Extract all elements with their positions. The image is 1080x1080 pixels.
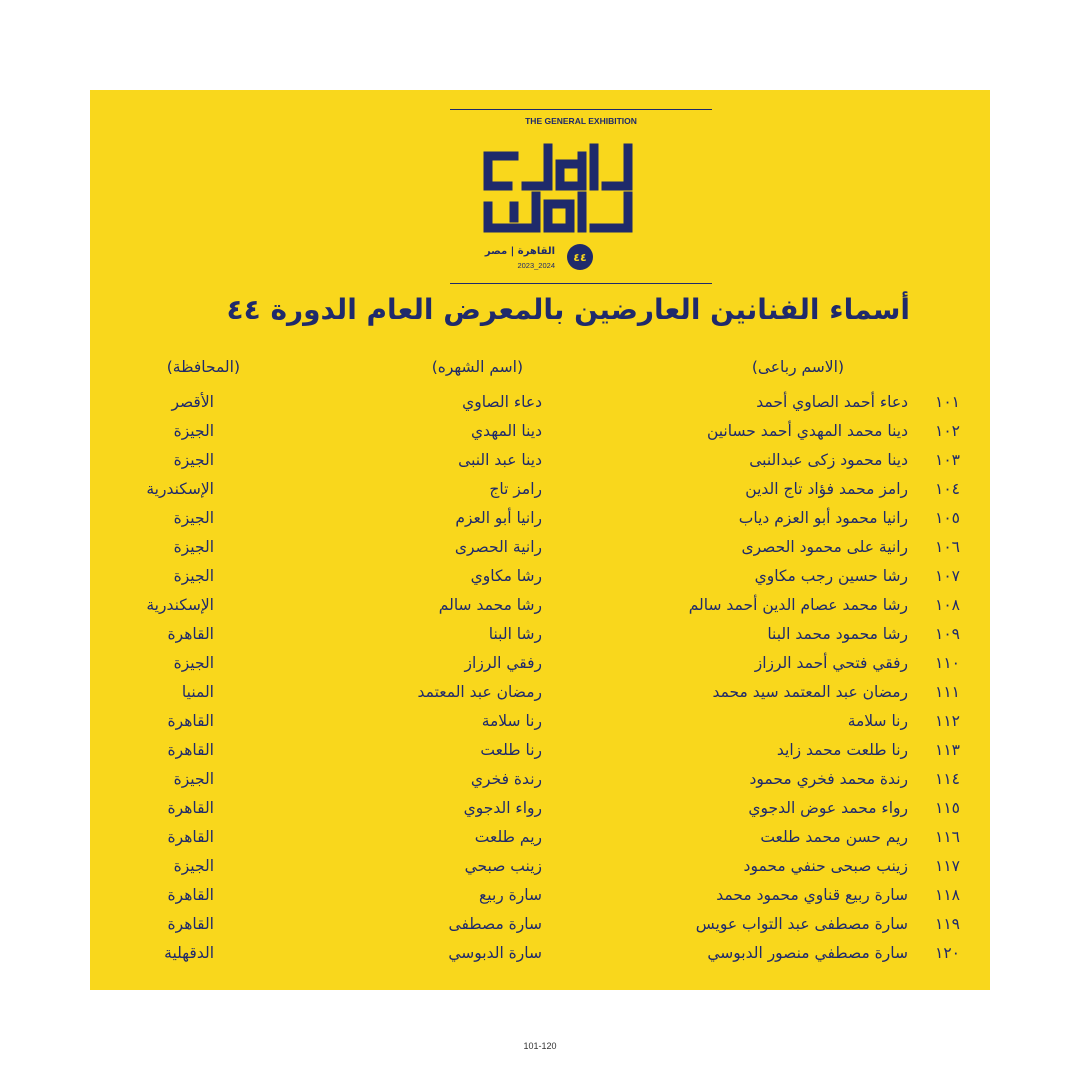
- artist-full-name: سارة مصطفى عبد التواب عويس: [695, 915, 908, 933]
- row-number: ١١٣: [935, 741, 960, 759]
- artist-governorate: المنيا: [181, 683, 214, 701]
- row-number: ١٠٦: [935, 538, 960, 556]
- artist-full-name: رندة محمد فخري محمود: [749, 770, 908, 788]
- row-number: ١١٤: [935, 770, 960, 788]
- artist-known-name: دعاء الصاوي: [462, 393, 542, 411]
- list-item: [90, 538, 990, 567]
- artist-known-name: رانية الحصرى: [454, 538, 542, 556]
- exhibition-logo-mark: [478, 142, 648, 240]
- artist-known-name: سارة ربيع: [479, 886, 542, 904]
- artist-full-name: رنا طلعت محمد زايد: [776, 741, 908, 759]
- artist-full-name: رفقي فتحي أحمد الرزاز: [754, 654, 908, 672]
- artist-governorate: الجيزة: [173, 451, 214, 469]
- artist-governorate: القاهرة: [167, 799, 214, 817]
- artist-full-name: رانية على محمود الحصرى: [741, 538, 908, 556]
- artist-governorate: القاهرة: [167, 828, 214, 846]
- artist-governorate: القاهرة: [167, 886, 214, 904]
- row-number: ١٠٤: [935, 480, 960, 498]
- edition-badge: ٤٤: [567, 244, 593, 270]
- artist-governorate: القاهرة: [167, 741, 214, 759]
- artist-governorate: الإسكندرية: [146, 596, 214, 614]
- artist-known-name: رانيا أبو العزم: [455, 509, 542, 527]
- artist-governorate: الإسكندرية: [146, 480, 214, 498]
- artist-governorate: القاهرة: [167, 712, 214, 730]
- artists-list: [90, 393, 990, 973]
- logo-bottom-rule: [450, 283, 712, 284]
- artist-known-name: زينب صبحي: [464, 857, 542, 875]
- row-number: ١٠٩: [935, 625, 960, 643]
- artist-known-name: رنا طلعت: [480, 741, 542, 759]
- row-number: ١٠٣: [935, 451, 960, 469]
- artist-full-name: رمضان عبد المعتمد سيد محمد: [712, 683, 908, 701]
- list-item: [90, 857, 990, 886]
- artist-full-name: رامز محمد فؤاد تاج الدين: [745, 480, 908, 498]
- artist-known-name: رامز تاج: [489, 480, 542, 498]
- logo-english-title: THE GENERAL EXHIBITION: [525, 116, 637, 126]
- row-number: ١١٠: [935, 654, 960, 672]
- row-number: ١٠٥: [935, 509, 960, 527]
- artist-known-name: رمضان عبد المعتمد: [417, 683, 542, 701]
- row-number: ١١٦: [935, 828, 960, 846]
- list-item: [90, 393, 990, 422]
- row-number: ١٢٠: [935, 944, 960, 962]
- artist-full-name: ريم حسن محمد طلعت: [760, 828, 908, 846]
- artist-governorate: الجيزة: [173, 422, 214, 440]
- list-item: [90, 828, 990, 857]
- artist-full-name: سارة مصطفي منصور الدبوسي: [707, 944, 908, 962]
- logo-years: 2023_2024: [517, 261, 555, 270]
- row-number: ١١٧: [935, 857, 960, 875]
- artist-known-name: رنا سلامة: [481, 712, 542, 730]
- artist-governorate: الجيزة: [173, 509, 214, 527]
- artist-full-name: رشا حسين رجب مكاوي: [754, 567, 908, 585]
- artist-governorate: الدقهلية: [164, 944, 214, 962]
- artist-governorate: الجيزة: [173, 857, 214, 875]
- list-item: [90, 625, 990, 654]
- artist-known-name: رواء الدجوي: [463, 799, 542, 817]
- list-item: [90, 741, 990, 770]
- artist-full-name: رنا سلامة: [847, 712, 908, 730]
- artist-full-name: سارة ربيع قناوي محمود محمد: [716, 886, 908, 904]
- row-number: ١١٩: [935, 915, 960, 933]
- list-item: [90, 683, 990, 712]
- row-number: ١٠١: [935, 393, 960, 411]
- artist-governorate: القاهرة: [167, 915, 214, 933]
- artist-known-name: ريم طلعت: [474, 828, 542, 846]
- artist-known-name: رشا مكاوي: [470, 567, 542, 585]
- artist-known-name: دينا عبد النبى: [458, 451, 542, 469]
- row-number: ١١١: [935, 683, 960, 701]
- artist-known-name: رشا البنا: [488, 625, 542, 643]
- list-item: [90, 886, 990, 915]
- artist-governorate: الأقصر: [171, 393, 214, 411]
- row-number: ١٠٨: [935, 596, 960, 614]
- artist-known-name: سارة الدبوسي: [448, 944, 542, 962]
- list-item: [90, 480, 990, 509]
- header-governorate: (المحافظة): [166, 358, 240, 376]
- header-full-name: (الاسم رباعى): [751, 358, 844, 376]
- artist-full-name: دينا محمد المهدي أحمد حسانين: [706, 422, 908, 440]
- artist-full-name: رشا محمد عصام الدين أحمد سالم: [688, 596, 908, 614]
- artist-full-name: رشا محمود محمد البنا: [767, 625, 908, 643]
- artist-full-name: رواء محمد عوض الدجوي: [748, 799, 908, 817]
- row-number: ١١٢: [935, 712, 960, 730]
- artist-governorate: القاهرة: [167, 625, 214, 643]
- artist-full-name: رانيا محمود أبو العزم دياب: [738, 509, 908, 527]
- row-number: ١١٨: [935, 886, 960, 904]
- artist-known-name: رشا محمد سالم: [438, 596, 542, 614]
- list-item: [90, 422, 990, 451]
- artist-known-name: رفقي الرزاز: [464, 654, 542, 672]
- yellow-panel: [90, 90, 990, 990]
- list-item: [90, 944, 990, 973]
- artist-governorate: الجيزة: [173, 654, 214, 672]
- artist-full-name: دعاء أحمد الصاوي أحمد: [756, 393, 908, 411]
- list-item: [90, 712, 990, 741]
- row-number: ١١٥: [935, 799, 960, 817]
- header-known-name: (اسم الشهره): [431, 358, 523, 376]
- artist-known-name: رندة فخري: [470, 770, 542, 788]
- list-item: [90, 915, 990, 944]
- artist-known-name: سارة مصطفى: [448, 915, 542, 933]
- artist-full-name: دينا محمود زكى عبدالنبى: [749, 451, 908, 469]
- list-item: [90, 654, 990, 683]
- page-range: 101-120: [523, 1041, 557, 1051]
- list-item: [90, 596, 990, 625]
- artist-governorate: الجيزة: [173, 538, 214, 556]
- list-item: [90, 799, 990, 828]
- page-title: أسماء الفنانين العارضين بالمعرض العام الدورة ٤٤: [226, 293, 910, 326]
- row-number: ١٠٧: [935, 567, 960, 585]
- row-number: ١٠٢: [935, 422, 960, 440]
- list-item: [90, 451, 990, 480]
- logo-city: القاهرة | مصر: [484, 246, 555, 257]
- list-item: [90, 567, 990, 596]
- artist-full-name: زينب صبحى حنفي محمود: [743, 857, 908, 875]
- logo-top-rule: [450, 109, 712, 110]
- list-item: [90, 770, 990, 799]
- artist-governorate: الجيزة: [173, 770, 214, 788]
- list-item: [90, 509, 990, 538]
- artist-governorate: الجيزة: [173, 567, 214, 585]
- artist-known-name: دينا المهدي: [471, 422, 542, 440]
